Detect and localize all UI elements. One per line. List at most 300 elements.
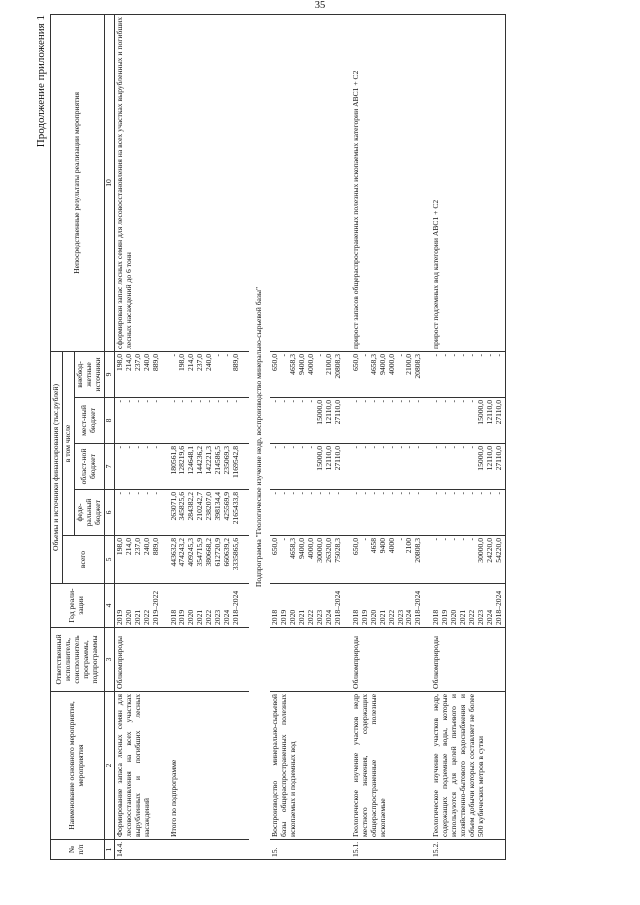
row-result: прирост подземных вод категории АВС1 + С2 — [431, 14, 505, 351]
amount-value: - — [413, 446, 423, 449]
amount-value: - — [440, 538, 450, 541]
year-value: 2018–2024 — [231, 590, 241, 625]
amount-value: 15000,0 — [476, 400, 486, 425]
amount-value: - — [279, 538, 289, 541]
amount-value: - — [350, 400, 360, 403]
year-value: 2021 — [195, 609, 205, 625]
amount-value: - — [368, 492, 378, 495]
amount-value: - — [296, 492, 306, 495]
amount-value: 54220,0 — [494, 538, 504, 563]
amount-value: - — [323, 492, 333, 495]
year-value: 2018 — [431, 609, 441, 625]
amount-value: - — [386, 400, 396, 403]
amount-value: - — [359, 353, 369, 357]
amount-value: 198,0 — [177, 353, 187, 372]
year-value: 2018 — [350, 609, 360, 625]
regional-values — [431, 444, 505, 490]
amount-value: - — [231, 400, 241, 403]
amount-value: - — [168, 353, 178, 357]
year-value: 2022 — [305, 609, 315, 625]
header-result: Непосредственные результаты реализации мероприятия — [51, 14, 105, 351]
amount-value: 237,0 — [132, 353, 142, 372]
spacer-cell — [344, 628, 351, 692]
amount-value: - — [467, 353, 477, 357]
program-table — [50, 14, 506, 860]
column-number: 8 — [104, 398, 114, 444]
amount-value: 142221,3 — [204, 446, 214, 475]
row-result: сформирован запас лесных семян для лесовосстановления на всех участках вырубленных и погибших лесных насаждений до 6 тонн — [114, 14, 161, 351]
amount-value: 443632,8 — [168, 538, 178, 567]
spacer-cell — [344, 840, 351, 860]
spacer-cell — [242, 14, 249, 351]
federal-values — [169, 490, 243, 536]
regional-values — [169, 444, 243, 490]
year-value: 2022 — [204, 609, 214, 625]
spacer-cell — [242, 584, 249, 628]
header-no: № п/п — [51, 840, 105, 860]
total-values — [114, 536, 161, 584]
amount-value: 9400,0 — [296, 538, 306, 559]
amount-value: 75028,3 — [332, 538, 342, 563]
amount-value: - — [305, 492, 315, 495]
amount-value: 4000 — [386, 538, 396, 554]
year-value: 2019 — [279, 609, 289, 625]
amount-value: 15000,0 — [314, 446, 324, 471]
amount-value: 235069,3 — [222, 446, 232, 475]
amount-value: - — [431, 538, 441, 541]
row-years — [351, 584, 425, 628]
amount-value: - — [186, 400, 196, 403]
continuation-label: Продолжение приложения 1 — [35, 15, 47, 148]
amount-value: 4000,0 — [305, 353, 315, 375]
amount-value: - — [449, 538, 459, 541]
amount-value: 380668,2 — [204, 538, 214, 567]
amount-value: 27110,0 — [494, 446, 504, 471]
amount-value: - — [458, 492, 468, 495]
amount-value: 345825,6 — [177, 492, 187, 521]
amount-value: - — [123, 492, 133, 495]
amount-value: - — [377, 492, 387, 495]
amount-value: - — [332, 492, 342, 495]
amount-value: - — [350, 446, 360, 449]
amount-value: 4658,3 — [288, 538, 298, 559]
amount-value: 26320,0 — [323, 538, 333, 563]
amount-value: - — [386, 446, 396, 449]
amount-value: - — [359, 538, 369, 541]
row-name: Геологическое изучение участков недр, содержащих подземные воды, которые используются для целей питьевого и хозяйственно-бытового водоснабжения и объем добычи которых составляет не более 500 кубических метров в сутки — [431, 692, 505, 840]
row-executor — [169, 628, 243, 692]
amount-value: 1169542,8 — [231, 446, 241, 478]
amount-value: 240,0 — [141, 353, 151, 372]
row-name: Формирование запаса лесных семян для лесовосстановления на всех участках вырубленных и погибших лесных насаждений — [114, 692, 161, 840]
amount-value: 2100 — [404, 538, 414, 554]
amount-value: - — [431, 446, 441, 449]
amount-value: - — [476, 353, 486, 357]
amount-value: 180561,8 — [168, 446, 178, 475]
amount-value: - — [279, 492, 289, 495]
spacer-cell — [162, 692, 169, 840]
amount-value: - — [359, 492, 369, 495]
spacer-cell — [162, 840, 169, 860]
spacer-cell — [424, 398, 431, 444]
spacer-cell — [242, 351, 249, 397]
year-value: 2020 — [368, 609, 378, 625]
table-body — [114, 14, 505, 859]
row-number: 15. — [270, 840, 344, 860]
amount-value: 24220,0 — [485, 538, 495, 563]
row-number: 15.1. — [351, 840, 425, 860]
amount-value: 650,0 — [350, 538, 360, 556]
amount-value: - — [279, 400, 289, 403]
header-year: Год реали-зации — [51, 584, 105, 628]
spacer-cell — [242, 628, 249, 692]
spacer-cell — [424, 444, 431, 490]
column-number: 9 — [104, 351, 114, 397]
amount-value: - — [449, 400, 459, 403]
spacer-cell — [242, 444, 249, 490]
amount-value: 30000,0 — [476, 538, 486, 563]
spacer-cell — [162, 490, 169, 536]
table-row — [114, 14, 161, 859]
amount-value: - — [279, 353, 289, 357]
amount-value: - — [467, 492, 477, 495]
row-years — [270, 584, 344, 628]
row-years — [114, 584, 161, 628]
amount-value: - — [395, 400, 405, 403]
amount-value: - — [270, 492, 280, 495]
column-number-row — [104, 14, 114, 859]
amount-value: - — [431, 400, 441, 403]
row-years — [431, 584, 505, 628]
amount-value: - — [404, 400, 414, 403]
amount-value: 12110,0 — [323, 446, 333, 471]
year-value: 2023 — [314, 609, 324, 625]
amount-value: - — [305, 446, 315, 449]
amount-value: - — [279, 446, 289, 449]
amount-value: 214,0 — [186, 353, 196, 372]
amount-value: - — [288, 446, 298, 449]
amount-value: 198,0 — [114, 353, 124, 372]
local-values — [114, 398, 161, 444]
amount-value: 612720,9 — [213, 538, 223, 567]
amount-value: 4658,3 — [368, 353, 378, 375]
amount-value: - — [440, 400, 450, 403]
federal-values — [270, 490, 344, 536]
column-number: 1 — [104, 840, 114, 860]
amount-value: - — [123, 400, 133, 403]
row-result — [270, 14, 344, 351]
amount-value: - — [288, 400, 298, 403]
amount-value: 409245,3 — [186, 538, 196, 567]
spacer-cell — [162, 444, 169, 490]
year-value: 2021 — [296, 609, 306, 625]
amount-value: - — [270, 446, 280, 449]
amount-value: - — [449, 492, 459, 495]
year-value: 2018–2024 — [494, 590, 504, 625]
amount-value: 4000,0 — [386, 353, 396, 375]
amount-value: 4658 — [368, 538, 378, 554]
year-value: 2021 — [132, 609, 142, 625]
year-value: 2022 — [467, 609, 477, 625]
amount-value: 124648,1 — [186, 446, 196, 475]
amount-value: 15000,0 — [476, 446, 486, 471]
amount-value: 284382,2 — [186, 492, 196, 521]
row-name: Итого по подпрограмме — [169, 692, 243, 840]
spacer-cell — [344, 692, 351, 840]
row-name: Геологическое изучение участков недр местного значения, содержащих общераспространенные полезные ископаемые — [351, 692, 425, 840]
year-value: 2022 — [141, 609, 151, 625]
amount-value: 425569,9 — [222, 492, 232, 521]
year-value: 2018 — [168, 609, 178, 625]
amount-value: - — [440, 492, 450, 495]
amount-value: - — [132, 400, 142, 403]
year-value: 2019 — [177, 609, 187, 625]
amount-value: 263071,0 — [168, 492, 178, 521]
spacer-cell — [242, 398, 249, 444]
spacer-cell — [162, 536, 169, 584]
rotated-sheet — [34, 15, 600, 860]
amount-value: - — [458, 446, 468, 449]
amount-value: - — [123, 446, 133, 449]
federal-values — [351, 490, 425, 536]
amount-value: - — [314, 353, 324, 357]
spacer-cell — [162, 351, 169, 397]
row-name: Воспроизводство минерально-сырьевой базы общераспространенных полезных ископаемых и подземных вод — [270, 692, 344, 840]
spacer-cell — [242, 536, 249, 584]
amount-value: - — [150, 400, 160, 403]
year-value: 2018 — [270, 609, 280, 625]
row-number: 14.4. — [114, 840, 161, 860]
amount-value: - — [404, 446, 414, 449]
amount-value: - — [485, 492, 495, 495]
amount-value: - — [213, 353, 223, 357]
amount-value: - — [404, 492, 414, 495]
amount-value: 398134,4 — [213, 492, 223, 521]
amount-value: - — [270, 400, 280, 403]
amount-value: 198,0 — [114, 538, 124, 556]
amount-value: - — [132, 492, 142, 495]
amount-value: 240,0 — [204, 353, 214, 372]
amount-value: 650,0 — [350, 353, 360, 372]
amount-value: - — [431, 353, 441, 357]
amount-value: - — [204, 400, 214, 403]
amount-value: 214,0 — [123, 538, 133, 556]
amount-value: 354715,9 — [195, 538, 205, 567]
spacer-cell — [162, 14, 169, 351]
amount-value: - — [114, 492, 124, 495]
amount-value: 30000,0 — [314, 538, 324, 563]
amount-value: - — [395, 353, 405, 357]
amount-value: - — [458, 538, 468, 541]
amount-value: 889,0 — [150, 353, 160, 372]
amount-value: - — [377, 446, 387, 449]
spacer-cell — [344, 584, 351, 628]
spacer-cell — [162, 398, 169, 444]
spacer-cell — [424, 628, 431, 692]
row-executor: Облкомприроды — [431, 628, 505, 692]
local-values — [351, 398, 425, 444]
amount-value: 214586,5 — [213, 446, 223, 475]
amount-value: 237,0 — [195, 353, 205, 372]
table-row — [270, 14, 344, 859]
federal-values — [431, 490, 505, 536]
amount-value: 27110,0 — [332, 400, 342, 425]
amount-value: - — [177, 400, 187, 403]
amount-value: - — [150, 492, 160, 495]
amount-value: 3335865,6 — [231, 538, 241, 571]
amount-value: - — [141, 492, 151, 495]
amount-value: 144236,2 — [195, 446, 205, 475]
spacer-cell — [424, 490, 431, 536]
amount-value: 214,0 — [123, 353, 133, 372]
amount-value: - — [168, 400, 178, 403]
spacer-cell — [424, 692, 431, 840]
amount-value: - — [141, 400, 151, 403]
spacer-cell — [344, 444, 351, 490]
year-value: 2023 — [476, 609, 486, 625]
total-values — [169, 536, 243, 584]
column-number: 10 — [104, 14, 114, 351]
amount-value: - — [114, 400, 124, 403]
year-value: 2018–2024 — [332, 590, 342, 625]
amount-value: - — [368, 446, 378, 449]
spacer-cell — [344, 490, 351, 536]
row-spacer — [344, 14, 351, 859]
amount-value: - — [296, 400, 306, 403]
amount-value: - — [431, 492, 441, 495]
extra-values — [431, 351, 505, 397]
amount-value: 9400,0 — [296, 353, 306, 375]
header-total: всего — [62, 536, 104, 584]
local-values — [270, 398, 344, 444]
amount-value: 20808,3 — [413, 538, 423, 563]
year-value: 2020 — [449, 609, 459, 625]
year-value: 2019 — [440, 609, 450, 625]
amount-value: - — [222, 353, 232, 357]
amount-value: 12110,0 — [485, 446, 495, 471]
year-value: 2024 — [404, 609, 414, 625]
row-number — [169, 840, 243, 860]
header-regional: област-ной бюджет — [74, 444, 104, 490]
header-federal: феде-ральный бюджет — [74, 490, 104, 536]
regional-values — [270, 444, 344, 490]
year-value: 2023 — [395, 609, 405, 625]
amount-value: - — [467, 400, 477, 403]
regional-values — [114, 444, 161, 490]
column-number: 2 — [104, 692, 114, 840]
local-values — [169, 398, 243, 444]
amount-value: - — [150, 446, 160, 449]
amount-value: 474243,2 — [177, 538, 187, 567]
subprogram-row — [249, 14, 270, 859]
year-value: 2022 — [386, 609, 396, 625]
spacer-cell — [344, 398, 351, 444]
spacer-cell — [424, 536, 431, 584]
amount-value: 20808,3 — [332, 353, 342, 379]
amount-value: 2165433,8 — [231, 492, 241, 525]
amount-value: - — [222, 400, 232, 403]
total-values — [270, 536, 344, 584]
year-value: 2018–2024 — [413, 590, 423, 625]
amount-value: 12110,0 — [485, 400, 495, 425]
amount-value: - — [494, 492, 504, 495]
year-value: 2019 — [114, 609, 124, 625]
table-row — [169, 14, 243, 859]
amount-value: 4658,3 — [288, 353, 298, 375]
amount-value: 210242,7 — [195, 492, 205, 521]
spacer-cell — [424, 840, 431, 860]
column-number: 5 — [104, 536, 114, 584]
year-value: 2020 — [123, 609, 133, 625]
amount-value: - — [494, 353, 504, 357]
row-spacer — [242, 14, 249, 859]
amount-value: 128219,6 — [177, 446, 187, 475]
amount-value: - — [413, 492, 423, 495]
row-executor — [270, 628, 344, 692]
year-value: 2021 — [458, 609, 468, 625]
amount-value: 238207,0 — [204, 492, 214, 521]
amount-value: - — [213, 400, 223, 403]
spacer-cell — [242, 840, 249, 860]
amount-value: - — [195, 400, 205, 403]
row-executor: Облкомприроды — [114, 628, 161, 692]
amount-value: 237,0 — [132, 538, 142, 556]
spacer-cell — [162, 584, 169, 628]
spacer-cell — [424, 351, 431, 397]
amount-value: 20808,3 — [413, 353, 423, 379]
amount-value: - — [377, 400, 387, 403]
amount-value: 9400,0 — [377, 353, 387, 375]
amount-value: - — [458, 353, 468, 357]
column-number: 3 — [104, 628, 114, 692]
extra-values — [169, 351, 243, 397]
table-header — [51, 14, 115, 859]
year-value: 2024 — [222, 609, 232, 625]
amount-value: 889,0 — [231, 353, 241, 372]
amount-value: - — [386, 492, 396, 495]
amount-value: - — [458, 400, 468, 403]
federal-values — [114, 490, 161, 536]
year-value: 2020 — [288, 609, 298, 625]
row-spacer — [162, 14, 169, 859]
amount-value: - — [359, 400, 369, 403]
amount-value: - — [449, 446, 459, 449]
page-number: 35 — [314, 0, 326, 11]
row-result — [169, 14, 243, 351]
amount-value: 240,0 — [141, 538, 151, 556]
column-number: 6 — [104, 490, 114, 536]
amount-value: - — [413, 400, 423, 403]
amount-value: - — [305, 400, 315, 403]
extra-values — [351, 351, 425, 397]
year-value: 2024 — [323, 609, 333, 625]
spacer-cell — [344, 536, 351, 584]
spacer-cell — [162, 628, 169, 692]
amount-value: - — [114, 446, 124, 449]
spacer-cell — [242, 692, 249, 840]
amount-value: - — [395, 538, 405, 541]
extra-values — [270, 351, 344, 397]
year-value: 2019 — [359, 609, 369, 625]
amount-value: - — [359, 446, 369, 449]
year-value: 2023 — [213, 609, 223, 625]
spacer-cell — [424, 14, 431, 351]
amount-value: 650,0 — [270, 353, 280, 372]
amount-value: 4000,0 — [305, 538, 315, 559]
year-value: 2024 — [485, 609, 495, 625]
column-number: 7 — [104, 444, 114, 490]
regional-values — [351, 444, 425, 490]
